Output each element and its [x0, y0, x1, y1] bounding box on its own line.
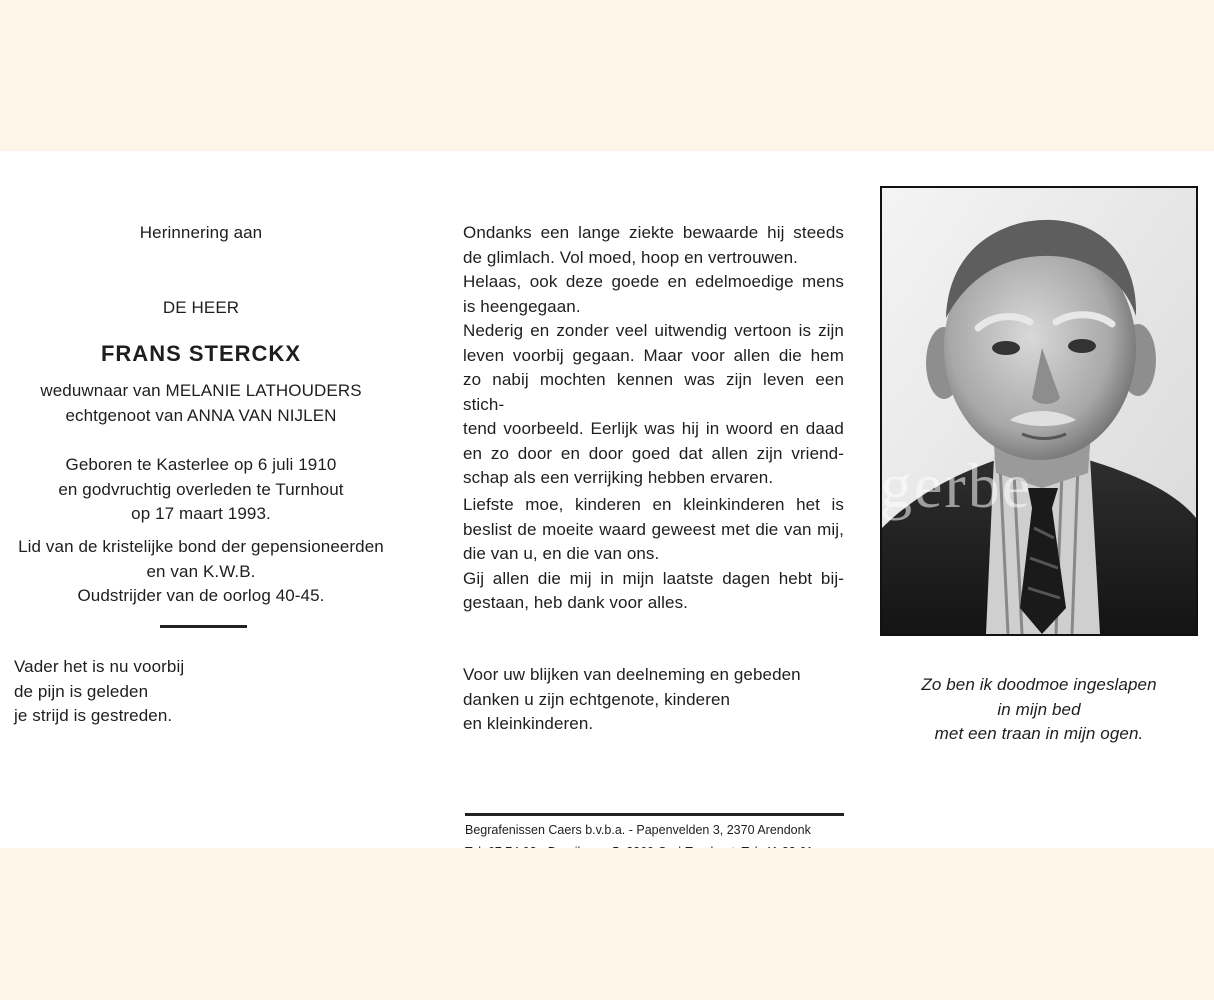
verse-line: de pijn is geleden: [14, 681, 149, 701]
paragraph-line: is heengegaan.: [463, 296, 581, 316]
verse-line: Vader het is nu voorbij: [14, 657, 185, 676]
bottom-background-band: [0, 848, 1214, 1000]
intro-text: Herinnering aan: [139, 223, 263, 242]
verse-line: je strijd is gestreden.: [14, 706, 173, 725]
verse-line: met een traan in mijn ogen.: [934, 724, 1144, 743]
verse-line: in mijn bed: [997, 699, 1081, 719]
date-line: en godvruchtig overleden te Turnhout: [58, 479, 344, 499]
title-text: DE HEER: [162, 298, 240, 317]
section-divider: [160, 625, 247, 628]
verse-left: [14, 655, 394, 729]
date-line: Geboren te Kasterlee op 6 juli 1910: [65, 455, 337, 474]
dates-block: [0, 453, 402, 527]
date-line: op 17 maart 1993.: [131, 504, 271, 523]
paragraph-line: Liefste moe, kinderen en kleinkinderen het is: [463, 495, 844, 514]
membership-block: [0, 535, 402, 609]
paragraph-farewell: [463, 493, 844, 616]
relation-line: weduwnaar van MELANIE LATHOUDERS: [40, 381, 362, 400]
paragraph-line: zo nabij mochten kennen was zijn leven een stich-: [463, 370, 844, 414]
footer-line: Begrafenissen Caers b.v.b.a. - Papenvelden 3, 2370 Arendonk: [465, 823, 811, 837]
paragraph-thanks: [463, 663, 844, 737]
paragraph-line: Nederig en zonder veel uitwendig vertoon is zijn: [463, 321, 844, 340]
paragraph-line: Gij allen die mij in mijn laatste dagen hebt bij-: [463, 568, 844, 588]
paragraph-line: beslist de moeite waard geweest met die van mij,: [463, 519, 844, 539]
paragraph-line: Ondanks een lange ziekte bewaarde hij steeds: [463, 223, 844, 242]
verse-line: Zo ben ik doodmoe ingeslapen: [921, 675, 1157, 694]
paragraph-line: danken u zijn echtgenote, kinderen: [463, 689, 731, 709]
paragraph-line: schap als een verrijking hebben ervaren.: [463, 468, 774, 487]
membership-line: en van K.W.B.: [146, 561, 256, 581]
paragraph-line: die van u, en die van ons.: [463, 544, 660, 563]
paragraph-line: Voor uw blijken van deelneming en gebeden: [463, 665, 801, 684]
verse-right: [880, 673, 1198, 747]
memorial-card: [0, 151, 1214, 848]
footer-rule: [465, 813, 844, 816]
membership-line: Lid van de kristelijke bond der gepensioneerden: [18, 537, 384, 556]
paragraph-line: leven voorbij gegaan. Maar voor allen die hem: [463, 345, 844, 365]
paragraph-line: tend voorbeeld. Eerlijk was hij in woord en daad: [463, 419, 844, 438]
relations-block: [0, 379, 402, 428]
funeral-home-footer: [465, 819, 844, 848]
paragraph-tribute: [463, 221, 844, 491]
relation-line: echtgenoot van ANNA VAN NIJLEN: [65, 405, 337, 425]
top-background-band: [0, 0, 1214, 151]
deceased-name: FRANS STERCKX: [100, 341, 301, 366]
portrait-photo: [880, 186, 1198, 636]
paragraph-line: en zo door en door goed dat allen zijn vriend-: [463, 443, 844, 463]
paragraph-line: Helaas, ook deze goede en edelmoedige mens: [463, 272, 844, 291]
membership-line: Oudstrijder van de oorlog 40-45.: [77, 586, 325, 605]
watermark-text: gerbe: [880, 450, 1033, 521]
paragraph-line: en kleinkinderen.: [463, 714, 594, 733]
paragraph-line: de glimlach. Vol moed, hoop en vertrouwen.: [463, 247, 798, 267]
paragraph-line: gestaan, heb dank voor alles.: [463, 593, 688, 612]
